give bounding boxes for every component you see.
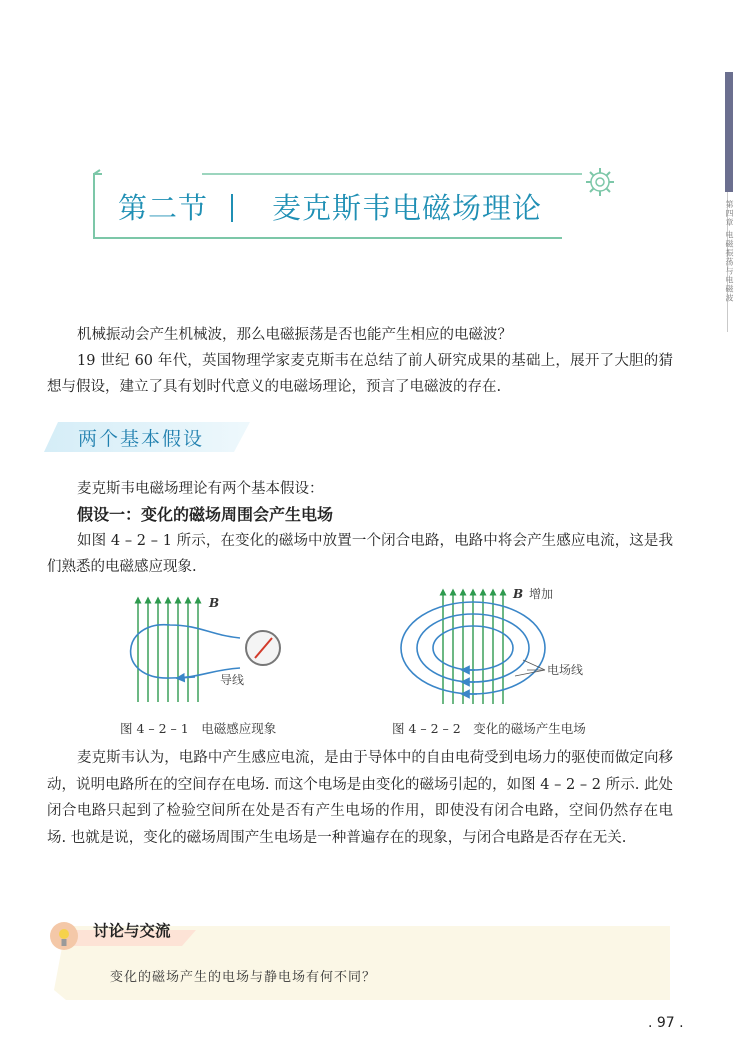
fig2-label-increase: 增加 [529, 587, 554, 601]
section-lead: 麦克斯韦电磁场理论有两个基本假设： [77, 481, 324, 497]
fig1-label-wire: 导线 [220, 673, 245, 687]
page-number: . 97 . [648, 1015, 684, 1031]
intro-question: 机械振动会产生机械波，那么电磁振荡是否也能产生相应的电磁波？ [77, 327, 512, 343]
chapter-side-text: 第四章 电磁振荡与电磁波 [725, 200, 734, 303]
discussion-question: 变化的磁场产生的电场与静电场有何不同？ [110, 970, 377, 985]
section-number: 第二节 [118, 191, 209, 225]
figure-electromagnetic-induction [110, 590, 290, 710]
fig1-label-b: B [209, 596, 220, 610]
page-title: 麦克斯韦电磁场理论 [272, 191, 543, 225]
hypothesis-title: 假设一：变化的磁场周围会产生电场 [77, 505, 334, 524]
intro-history: 19 世纪 60 年代，英国物理学家麦克斯韦在总结了前人研究成果的基础上，展开了大胆的猜想与假设，建立了具有划时代意义的电磁场理论，预言了电磁波的存在. [47, 353, 673, 395]
chapter-side-tab [725, 72, 733, 192]
gear-icon [586, 168, 614, 196]
section-title: 两个基本假设 [78, 428, 205, 450]
fig2-label-field-lines: 电场线 [547, 663, 584, 677]
explanation-paragraph: 麦克斯韦认为，电路中产生感应电流，是由于导体中的自由电荷受到电场力的驱使而做定向移动，说明电路所在的空间存在电场. 而这个电场是由变化的磁场引起的，如图 4 – 2 – 2 所示. 此处闭合电路只起到了检验空间所在处是否有产生电场的作用，即使没有闭合电路，空间仍然存在电场. 也就是说，变化的磁场周围产生电场是一种普遍存在的现象，与闭合电路是否存在无关. [47, 750, 673, 846]
figure-changing-field [395, 580, 605, 710]
hypothesis-text: 如图 4 – 2 – 1 所示，在变化的磁场中放置一个闭合电路，电路中将会产生感应电流，这是我们熟悉的电磁感应现象. [47, 533, 673, 575]
figure2-caption: 图 4 – 2 – 2 变化的磁场产生电场 [392, 721, 586, 736]
discussion-title: 讨论与交流 [93, 922, 171, 940]
fig2-label-b: B [513, 587, 524, 601]
figure1-caption: 图 4 – 2 – 1 电磁感应现象 [120, 721, 277, 736]
